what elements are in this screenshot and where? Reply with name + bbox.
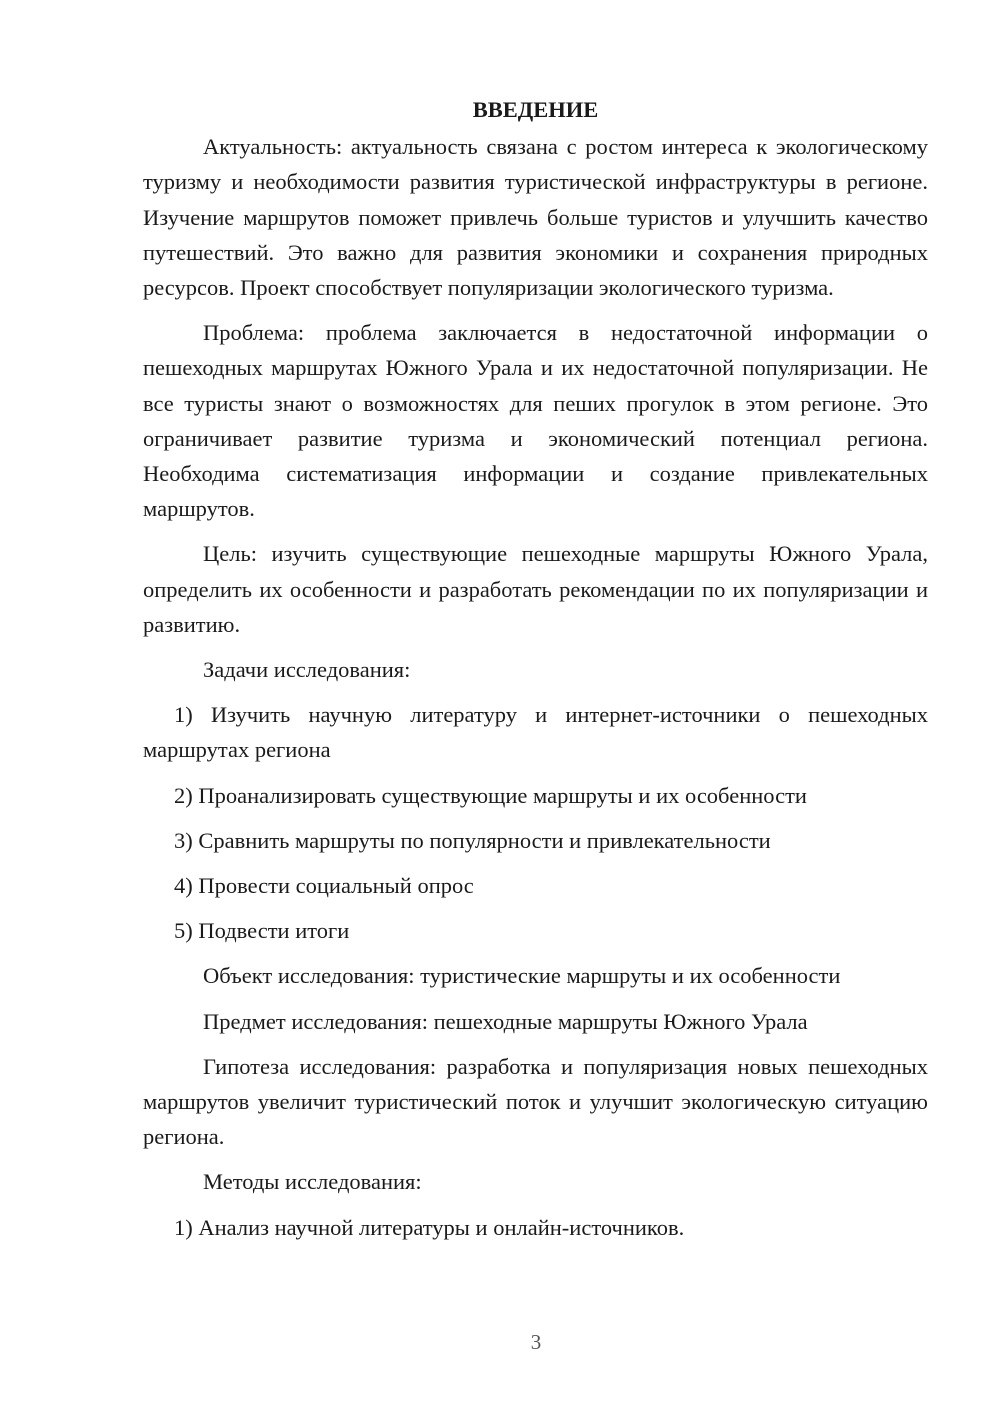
problem-paragraph: Проблема: проблема заключается в недостаточной информации о пешеходных маршрутах Южного Урала и их недостаточной популяризации. Не все туристы знают о возможностях для пеших прогулок в этом регионе. Это ограничивает развитие туризма и экономический потенциал региона. Необходима систематизация информации и создание привлекательных маршрутов.: [143, 320, 928, 522]
goal-paragraph: Цель: изучить существующие пешеходные маршруты Южного Урала, определить их особенности и разработать рекомендации по их популяризации и развитию.: [143, 541, 928, 637]
task-item-4: 4) Провести социальный опрос: [174, 873, 474, 899]
task-item-2: 2) Проанализировать существующие маршруты и их особенности: [174, 782, 807, 808]
tasks-label: Задачи исследования:: [203, 657, 411, 683]
hypothesis-paragraph: Гипотеза исследования: разработка и популяризация новых пешеходных маршрутов увеличит туристический поток и улучшит экологическую ситуацию региона.: [143, 1053, 928, 1150]
task-item-1: 1) Изучить научную литературу и интернет-источники о пешеходных маршрутах региона: [143, 702, 928, 763]
document-page: [143, 92, 928, 1255]
object-paragraph: Объект исследования: туристические маршруты и их особенности: [203, 963, 841, 989]
methods-label: Методы исследования:: [203, 1169, 422, 1195]
task-item-5: 5) Подвести итоги: [174, 918, 350, 944]
subject-paragraph: Предмет исследования: пешеходные маршруты Южного Урала: [203, 1008, 808, 1034]
page-number: 3: [530, 1330, 542, 1354]
method-item-1: 1) Анализ научной литературы и онлайн-источников.: [174, 1214, 685, 1240]
task-item-3: 3) Сравнить маршруты по популярности и привлекательности: [174, 827, 771, 853]
relevance-paragraph: Актуальность: актуальность связана с ростом интереса к экологическому туризму и необходимости развития туристической инфраструктуры в регионе. Изучение маршрутов поможет привлечь больше туристов и улучшить качество путешествий. Это важно для развития экономики и сохранения природных ресурсов. Проект способствует популяризации экологического туризма.: [143, 134, 928, 301]
section-title: ВВЕДЕНИЕ: [472, 97, 599, 122]
